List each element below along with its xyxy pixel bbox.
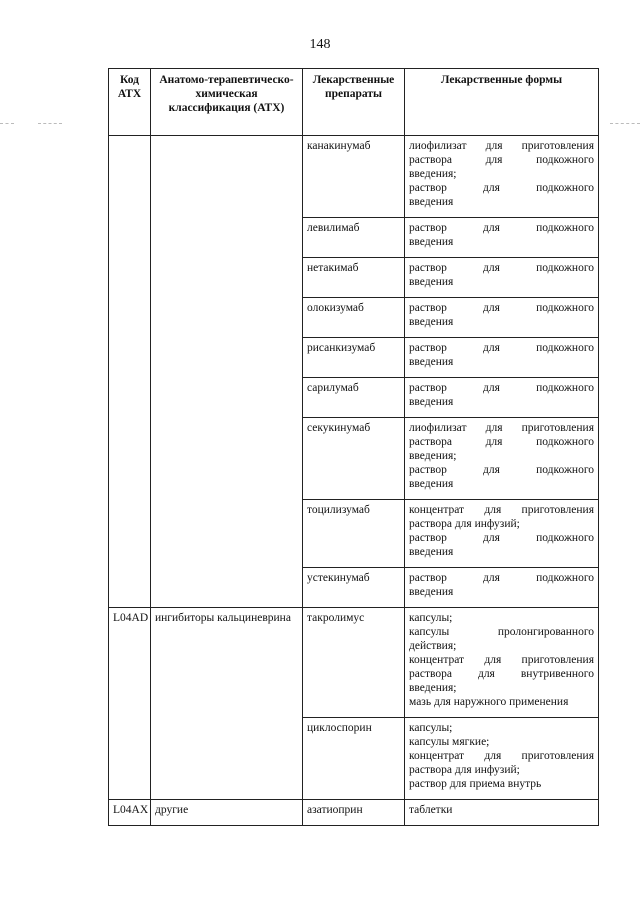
dosage-form-line: введения; [409,450,457,462]
dosage-forms-cell [405,258,599,298]
table-row [109,136,599,218]
table-row [109,608,599,718]
dosage-forms-cell [405,568,599,608]
dosage-form-line: раствора для инфузий; [409,518,520,530]
dosage-form-line: раствора для подкожного [409,154,594,166]
dosage-form-line: раствор для подкожного [409,302,594,314]
drug-name-cell: азатиоприн [303,800,405,826]
atc-group-cell: ингибиторы кальциневрина [151,608,303,800]
drug-name-cell: олокизумаб [303,298,405,338]
dosage-forms-cell [405,608,599,718]
atc-code-cell [109,136,151,608]
dosage-form-line: раствор для подкожного [409,572,594,584]
drug-name-cell: устекинумаб [303,568,405,608]
dosage-form-line: введения [409,236,454,248]
drug-name-cell: такролимус [303,608,405,718]
dosage-form-line: действия; [409,640,457,652]
dosage-form-line: раствора для подкожного [409,436,594,448]
page-number: 148 [309,37,331,52]
drug-name-cell: сарилумаб [303,378,405,418]
dosage-form-line: раствора для инфузий; [409,764,520,776]
drug-name-cell: левилимаб [303,218,405,258]
header-code: Код АТХ [109,69,151,136]
header-forms: Лекарственные формы [405,69,599,136]
dosage-forms-cell [405,800,599,826]
atc-code-cell: L04AD [109,608,151,800]
dosage-forms-cell [405,718,599,800]
dosage-form-line: введения [409,196,454,208]
table-header-row [109,69,599,136]
dosage-form-line: введения [409,356,454,368]
dosage-form-line: введения; [409,168,457,180]
drug-name-cell: циклоспорин [303,718,405,800]
left-margin-mark-2 [38,123,62,125]
dosage-form-line: концентрат для приготовления [409,750,594,762]
dosage-forms-cell [405,338,599,378]
dosage-forms-cell [405,218,599,258]
drug-name-cell: нетакимаб [303,258,405,298]
table-body [109,136,599,826]
dosage-forms-cell [405,418,599,500]
dosage-form-line: таблетки [409,804,453,816]
drug-name-cell: тоцилизумаб [303,500,405,568]
dosage-form-line: введения; [409,682,457,694]
dosage-forms-cell [405,500,599,568]
dosage-form-line: раствор для подкожного [409,532,594,544]
dosage-form-line: капсулы; [409,612,453,624]
drug-name-cell: канакинумаб [303,136,405,218]
dosage-form-line: раствор для подкожного [409,182,594,194]
dosage-form-line: лиофилизат для приготовления [409,422,594,434]
dosage-form-line: раствор для подкожного [409,222,594,234]
dosage-form-line: введения [409,396,454,408]
dosage-form-line: введения [409,316,454,328]
dosage-form-line: раствор для подкожного [409,342,594,354]
atc-group-cell: другие [151,800,303,826]
dosage-form-line: капсулы; [409,722,453,734]
atc-group-cell [151,136,303,608]
dosage-form-line: введения [409,586,454,598]
drug-name-cell: секукинумаб [303,418,405,500]
dosage-form-line: раствор для приема внутрь [409,778,542,790]
dosage-forms-cell [405,136,599,218]
dosage-form-line: концентрат для приготовления [409,654,594,666]
table-row [109,800,599,826]
dosage-form-line: капсулы мягкие; [409,736,490,748]
dosage-form-line: мазь для наружного применения [409,696,569,708]
dosage-forms-cell [405,378,599,418]
dosage-form-line: капсулы пролонгированного [409,626,594,638]
header-drugs: Лекарственные препараты [303,69,405,136]
drug-name-cell: рисанкизумаб [303,338,405,378]
left-margin-mark [0,123,14,125]
right-margin-mark [610,123,640,125]
dosage-form-line: введения [409,478,454,490]
dosage-forms-cell [405,298,599,338]
header-classification: Анатомо-терапевтическо-химическая классификация (АТХ) [151,69,303,136]
atc-code-cell: L04AX [109,800,151,826]
dosage-form-line: раствор для подкожного [409,262,594,274]
dosage-form-line: раствора для внутривенного [409,668,594,680]
dosage-form-line: раствор для подкожного [409,464,594,476]
dosage-form-line: введения [409,276,454,288]
drug-table [108,68,599,826]
dosage-form-line: введения [409,546,454,558]
dosage-form-line: концентрат для приготовления [409,504,594,516]
dosage-form-line: раствор для подкожного [409,382,594,394]
dosage-form-line: лиофилизат для приготовления [409,140,594,152]
